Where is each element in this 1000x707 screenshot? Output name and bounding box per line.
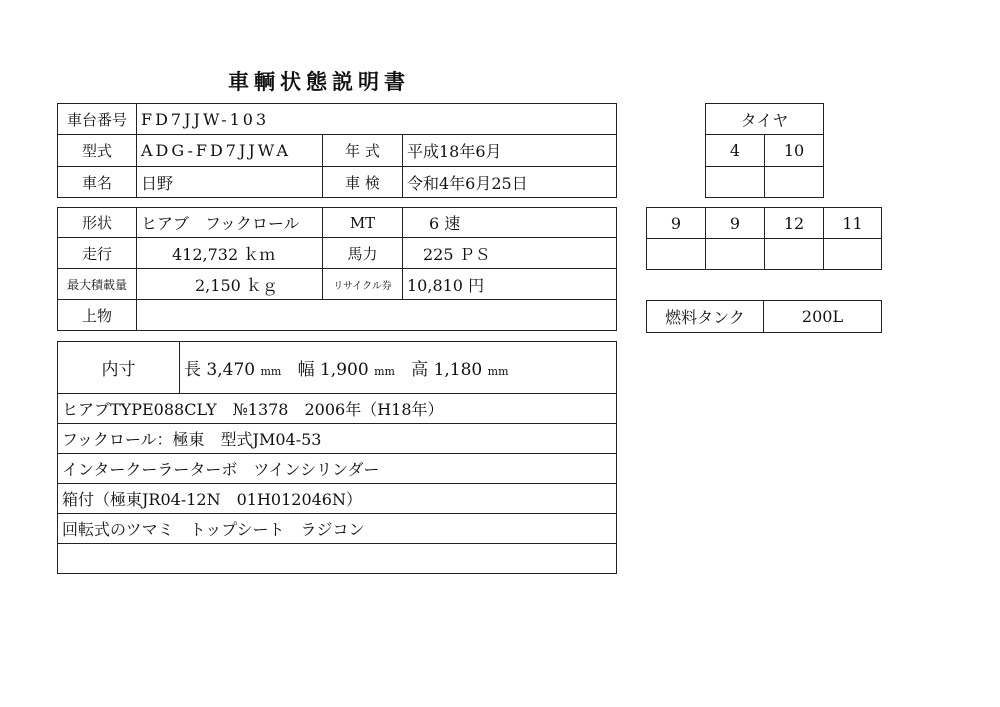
fuel-label: 燃料タンク	[647, 301, 764, 333]
note-line-5: 回転式のツマミ トップシート ラジコン	[58, 514, 617, 544]
shape-value: ヒアブ フックロール	[137, 208, 323, 238]
tire-rear-4: 11	[824, 208, 882, 239]
document-title: 車輌状態説明書	[228, 69, 410, 94]
note-line-2: フックロール：極東 型式JM04-53	[58, 424, 617, 454]
tire-empty-cell	[706, 239, 765, 270]
mileage-label: 走行	[58, 238, 137, 269]
chassis-value: FD7JJW-103	[137, 104, 617, 135]
mileage-unit: ｋｍ	[243, 244, 276, 264]
load-label: 最大積載量	[58, 269, 137, 300]
inner-dimension-table	[57, 341, 617, 574]
height-unit: mm	[487, 365, 509, 378]
tire-empty-cell	[765, 239, 824, 270]
cargo-label: 上物	[58, 300, 137, 331]
mt-label: MT	[323, 208, 403, 238]
spec-table	[57, 207, 617, 331]
maker-value: 日野	[137, 167, 323, 198]
height-label: 高	[411, 360, 429, 380]
year-value: 平成18年6月	[403, 135, 617, 167]
inspection-label: 車 検	[323, 167, 403, 198]
length-value: 3,470	[206, 360, 256, 380]
tire-front-right: 10	[765, 135, 824, 167]
model-value: ADG-FD7JJWA	[137, 135, 323, 167]
model-label: 型式	[58, 135, 137, 167]
chassis-label: 車台番号	[58, 104, 137, 135]
tire-empty-cell	[765, 167, 824, 198]
load-value: 2,150	[195, 275, 241, 295]
tire-empty-cell	[706, 167, 765, 198]
power-value: 225	[423, 244, 454, 264]
tire-empty-cell	[647, 239, 706, 270]
width-unit: mm	[374, 365, 395, 378]
tire-rear-table	[646, 207, 882, 270]
power-label: 馬力	[323, 238, 403, 269]
vehicle-info-table	[57, 103, 617, 198]
recycle-value: 10,810	[407, 275, 463, 295]
mileage-value: 412,732	[172, 244, 239, 264]
recycle-unit: 円	[468, 275, 485, 295]
year-label: 年 式	[323, 135, 403, 167]
length-unit: mm	[260, 365, 282, 378]
note-line-1: ヒアブTYPE088CLY №1378 2006年（H18年）	[58, 394, 617, 424]
tire-label: タイヤ	[706, 104, 824, 135]
length-label: 長	[184, 360, 201, 380]
tire-front-table	[705, 103, 824, 198]
width-value: 1,900	[319, 360, 369, 380]
inspection-value: 令和4年6月25日	[403, 167, 617, 198]
fuel-table	[646, 300, 882, 333]
tire-empty-cell	[824, 239, 882, 270]
shape-label: 形状	[58, 208, 137, 238]
note-line-6	[58, 544, 617, 574]
note-line-4: 箱付（極東JR04-12N 01H012046N）	[58, 484, 617, 514]
tire-rear-2: 9	[706, 208, 765, 239]
inner-label: 内寸	[58, 342, 180, 394]
power-unit: ＰＳ	[458, 244, 491, 264]
tire-front-left: 4	[706, 135, 765, 167]
load-unit: ｋｇ	[245, 275, 278, 295]
tire-rear-1: 9	[647, 208, 706, 239]
tire-rear-3: 12	[765, 208, 824, 239]
mt-value: 6 速	[403, 208, 617, 238]
recycle-label: リサイクル券	[323, 269, 403, 300]
height-value: 1,180	[433, 360, 483, 380]
fuel-value: 200L	[764, 301, 882, 333]
width-label: 幅	[297, 360, 315, 380]
note-line-3: インタークーラーターボ ツインシリンダー	[58, 454, 617, 484]
maker-label: 車名	[58, 167, 137, 198]
cargo-value	[137, 300, 617, 331]
